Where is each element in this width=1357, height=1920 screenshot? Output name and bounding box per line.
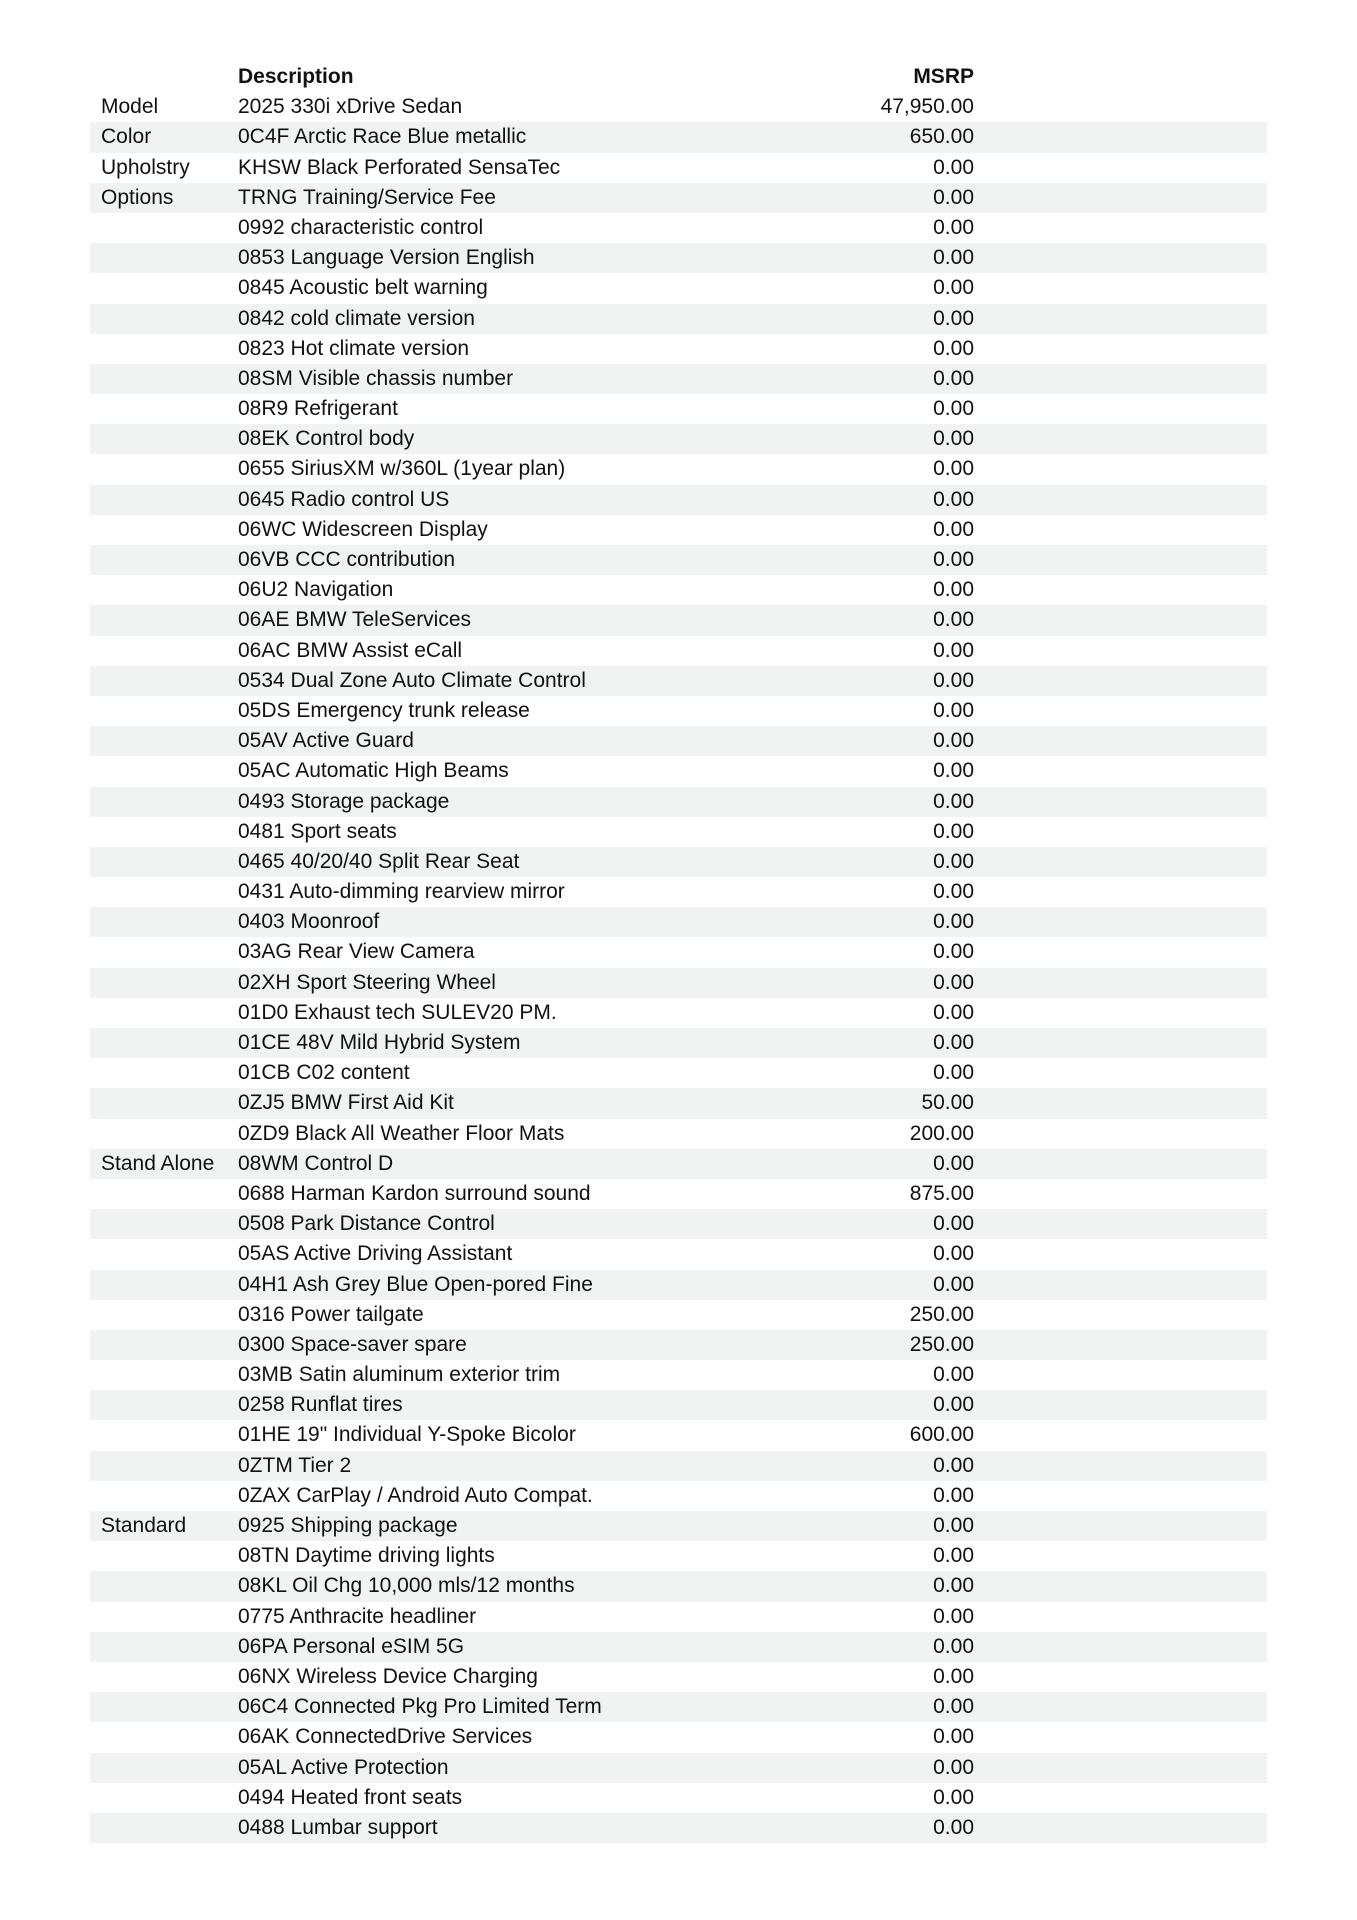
table-row <box>90 364 1267 394</box>
row-description: 08TN Daytime driving lights <box>238 1544 495 1568</box>
row-msrp: 0.00 <box>933 698 974 722</box>
table-row <box>90 273 1267 303</box>
row-description: 01D0 Exhaust tech SULEV20 PM. <box>238 1000 557 1024</box>
row-msrp: 0.00 <box>933 1212 974 1236</box>
row-category: Model <box>101 95 159 119</box>
table-row <box>90 304 1267 334</box>
table-row <box>90 394 1267 424</box>
row-description: 01CE 48V Mild Hybrid System <box>238 1031 521 1054</box>
row-msrp: 0.00 <box>933 1363 974 1387</box>
row-msrp: 0.00 <box>933 1755 974 1779</box>
row-msrp: 0.00 <box>933 910 974 934</box>
row-msrp: 0.00 <box>933 1393 974 1417</box>
row-description: 0493 Storage package <box>238 789 450 813</box>
table-row <box>90 907 1267 937</box>
row-description: 0316 Power tailgate <box>238 1302 424 1326</box>
row-msrp: 0.00 <box>933 759 974 783</box>
row-description: TRNG Training/Service Fee <box>238 185 496 209</box>
row-category: Standard <box>101 1514 187 1537</box>
table-row <box>90 485 1267 515</box>
table-row <box>90 756 1267 786</box>
row-description: 0992 characteristic control <box>238 215 484 239</box>
row-description: 05AL Active Protection <box>238 1755 449 1779</box>
table-row <box>90 1571 1267 1601</box>
row-description: 05DS Emergency trunk release <box>238 698 530 722</box>
row-description: 08SM Visible chassis number <box>238 366 514 390</box>
table-row <box>90 1602 1267 1632</box>
row-msrp: 0.00 <box>933 1272 974 1296</box>
row-msrp: 0.00 <box>933 668 974 692</box>
table-body <box>90 92 1267 1843</box>
table-row <box>90 1270 1267 1300</box>
row-msrp: 200.00 <box>909 1121 974 1145</box>
row-category: Options <box>101 185 174 209</box>
row-description: 0ZD9 Black All Weather Floor Mats <box>238 1121 565 1145</box>
table-row <box>90 1360 1267 1390</box>
table-row <box>90 1662 1267 1692</box>
row-msrp: 0.00 <box>933 608 974 632</box>
row-description: 03AG Rear View Camera <box>238 940 475 964</box>
row-description: 0258 Runflat tires <box>238 1393 403 1417</box>
table-row <box>90 937 1267 967</box>
row-msrp: 0.00 <box>933 487 974 511</box>
row-category: Color <box>101 125 152 149</box>
row-description: 06U2 Navigation <box>238 578 394 602</box>
row-msrp: 0.00 <box>933 366 974 390</box>
row-description: 0645 Radio control US <box>238 487 450 511</box>
row-msrp: 0.00 <box>933 970 974 994</box>
row-description: 08KL Oil Chg 10,000 mls/12 months <box>238 1574 575 1598</box>
table-row <box>90 1420 1267 1450</box>
row-msrp: 0.00 <box>933 427 974 451</box>
header-msrp: MSRP <box>913 65 974 88</box>
msrp-table <box>90 62 1267 1843</box>
row-msrp: 0.00 <box>933 548 974 571</box>
table-row <box>90 1632 1267 1662</box>
row-msrp: 0.00 <box>933 849 974 873</box>
row-msrp: 0.00 <box>933 1574 974 1598</box>
row-msrp: 0.00 <box>933 1664 974 1688</box>
table-row <box>90 1783 1267 1813</box>
row-description: 0775 Anthracite headliner <box>238 1604 477 1628</box>
row-msrp: 0.00 <box>933 1725 974 1749</box>
table-row <box>90 968 1267 998</box>
row-msrp: 0.00 <box>933 1604 974 1628</box>
row-category: Upholstry <box>101 155 190 179</box>
row-msrp: 0.00 <box>933 215 974 239</box>
row-description: 0655 SiriusXM w/360L (1year plan) <box>238 457 566 481</box>
table-row <box>90 424 1267 454</box>
row-msrp: 47,950.00 <box>880 95 974 119</box>
row-description: 0842 cold climate version <box>238 306 475 330</box>
table-row <box>90 1481 1267 1511</box>
table-row <box>90 213 1267 243</box>
table-row <box>90 1753 1267 1783</box>
row-category: Stand Alone <box>101 1151 215 1175</box>
table-row <box>90 847 1267 877</box>
row-description: 0823 Hot climate version <box>238 336 470 360</box>
row-msrp: 0.00 <box>933 246 974 270</box>
row-msrp: 250.00 <box>909 1332 974 1356</box>
table-row <box>90 1028 1267 1058</box>
row-msrp: 650.00 <box>909 125 974 149</box>
table-row <box>90 122 1267 152</box>
row-msrp: 0.00 <box>933 940 974 964</box>
row-msrp: 0.00 <box>933 1061 974 1085</box>
table-row <box>90 1330 1267 1360</box>
row-description: 0534 Dual Zone Auto Climate Control <box>238 668 586 692</box>
row-msrp: 0.00 <box>933 1815 974 1839</box>
row-msrp: 0.00 <box>933 1785 974 1809</box>
row-msrp: 875.00 <box>909 1181 974 1205</box>
table-row <box>90 1209 1267 1239</box>
table-row <box>90 1058 1267 1088</box>
row-msrp: 0.00 <box>933 1242 974 1266</box>
row-description: 01CB C02 content <box>238 1061 410 1085</box>
row-msrp: 250.00 <box>909 1302 974 1326</box>
row-description: 06AE BMW TeleServices <box>238 608 472 632</box>
row-msrp: 600.00 <box>909 1423 974 1447</box>
table-row <box>90 998 1267 1028</box>
row-msrp: 0.00 <box>933 638 974 662</box>
row-description: 06C4 Connected Pkg Pro Limited Term <box>238 1695 602 1719</box>
row-msrp: 0.00 <box>933 517 974 541</box>
table-row <box>90 334 1267 364</box>
row-msrp: 0.00 <box>933 729 974 753</box>
row-msrp: 0.00 <box>933 1000 974 1024</box>
table-row <box>90 787 1267 817</box>
table-row <box>90 1692 1267 1722</box>
table-row <box>90 92 1267 122</box>
table-row <box>90 636 1267 666</box>
row-description: 06WC Widescreen Display <box>238 517 488 541</box>
row-msrp: 0.00 <box>933 1544 974 1568</box>
table-row <box>90 545 1267 575</box>
row-description: 06VB CCC contribution <box>238 548 456 571</box>
row-description: 06AC BMW Assist eCall <box>238 638 463 662</box>
row-msrp: 0.00 <box>933 155 974 179</box>
row-description: 01HE 19" Individual Y-Spoke Bicolor <box>238 1423 576 1447</box>
row-msrp: 0.00 <box>933 306 974 330</box>
table-row <box>90 1149 1267 1179</box>
table-row <box>90 1511 1267 1541</box>
table-row <box>90 605 1267 635</box>
row-description: 0508 Park Distance Control <box>238 1212 495 1236</box>
table-row <box>90 153 1267 183</box>
row-description: 0403 Moonroof <box>238 910 380 934</box>
table-row <box>90 1119 1267 1149</box>
row-msrp: 0.00 <box>933 880 974 904</box>
row-description: 02XH Sport Steering Wheel <box>238 970 496 994</box>
row-description: 2025 330i xDrive Sedan <box>238 95 463 119</box>
row-description: 08R9 Refrigerant <box>238 397 398 421</box>
row-description: 06NX Wireless Device Charging <box>238 1664 538 1688</box>
row-description: 03MB Satin aluminum exterior trim <box>238 1363 561 1387</box>
row-msrp: 0.00 <box>933 457 974 481</box>
row-description: 0853 Language Version English <box>238 246 535 270</box>
table-row <box>90 575 1267 605</box>
row-description: 0488 Lumbar support <box>238 1815 438 1839</box>
row-description: 06AK ConnectedDrive Services <box>238 1725 533 1749</box>
table-row <box>90 243 1267 273</box>
row-description: 0C4F Arctic Race Blue metallic <box>238 125 527 149</box>
row-description: 08EK Control body <box>238 427 415 451</box>
row-msrp: 0.00 <box>933 1483 974 1507</box>
row-description: 0431 Auto-dimming rearview mirror <box>238 880 565 904</box>
table-header <box>90 62 1267 92</box>
row-description: 0ZJ5 BMW First Aid Kit <box>238 1091 454 1115</box>
row-description: 04H1 Ash Grey Blue Open-pored Fine <box>238 1272 593 1296</box>
table-row <box>90 666 1267 696</box>
row-description: 06PA Personal eSIM 5G <box>238 1634 465 1658</box>
row-description: 0494 Heated front seats <box>238 1785 463 1809</box>
table-row <box>90 696 1267 726</box>
table-row <box>90 1088 1267 1118</box>
row-msrp: 0.00 <box>933 276 974 300</box>
table-row <box>90 726 1267 756</box>
row-msrp: 0.00 <box>933 336 974 360</box>
table-row <box>90 1239 1267 1269</box>
row-description: 08WM Control D <box>238 1151 394 1175</box>
row-msrp: 0.00 <box>933 819 974 843</box>
table-row <box>90 817 1267 847</box>
row-msrp: 0.00 <box>933 578 974 602</box>
row-msrp: 0.00 <box>933 1151 974 1175</box>
row-description: 0ZAX CarPlay / Android Auto Compat. <box>238 1483 593 1507</box>
row-description: 0925 Shipping package <box>238 1514 458 1537</box>
table-row <box>90 1390 1267 1420</box>
table-row <box>90 1179 1267 1209</box>
table-row <box>90 1722 1267 1752</box>
row-msrp: 0.00 <box>933 789 974 813</box>
table-row <box>90 1451 1267 1481</box>
row-msrp: 50.00 <box>921 1091 974 1115</box>
row-description: 0ZTM Tier 2 <box>238 1453 352 1477</box>
row-description: KHSW Black Perforated SensaTec <box>238 155 561 179</box>
table-row <box>90 1813 1267 1843</box>
table-row <box>90 515 1267 545</box>
row-description: 05AV Active Guard <box>238 729 414 753</box>
row-description: 05AC Automatic High Beams <box>238 759 509 783</box>
row-description: 0688 Harman Kardon surround sound <box>238 1181 591 1205</box>
row-description: 0845 Acoustic belt warning <box>238 276 488 300</box>
table-row <box>90 183 1267 213</box>
row-msrp: 0.00 <box>933 1514 974 1537</box>
header-description: Description <box>238 65 354 88</box>
row-msrp: 0.00 <box>933 397 974 421</box>
row-msrp: 0.00 <box>933 185 974 209</box>
row-description: 0465 40/20/40 Split Rear Seat <box>238 849 520 873</box>
row-description: 05AS Active Driving Assistant <box>238 1242 513 1266</box>
row-description: 0300 Space-saver spare <box>238 1332 467 1356</box>
row-msrp: 0.00 <box>933 1634 974 1658</box>
row-msrp: 0.00 <box>933 1031 974 1054</box>
table-row <box>90 877 1267 907</box>
row-msrp: 0.00 <box>933 1695 974 1719</box>
table-row <box>90 1541 1267 1571</box>
row-description: 0481 Sport seats <box>238 819 397 843</box>
table-row <box>90 454 1267 484</box>
row-msrp: 0.00 <box>933 1453 974 1477</box>
table-row <box>90 1300 1267 1330</box>
